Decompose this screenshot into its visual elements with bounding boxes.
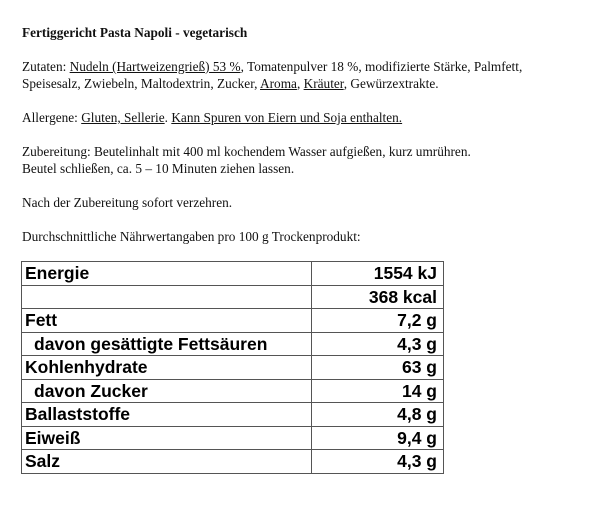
nutrient-label: Eiweiß (22, 426, 312, 450)
nutrient-label: Fett (22, 309, 312, 333)
nutrient-value: 368 kcal (312, 285, 444, 309)
after-prep-note: Nach der Zubereitung sofort verzehren. (22, 195, 233, 210)
ingredients-separator: , (296, 76, 304, 91)
table-row (22, 379, 444, 403)
table-row (22, 262, 444, 286)
allergens-paragraph (22, 109, 582, 126)
table-row (22, 403, 444, 427)
product-title: Fertiggericht Pasta Napoli - vegetarisch (22, 25, 248, 40)
nutrient-label: davon Zucker (22, 379, 312, 403)
allergens-dot: . (164, 110, 172, 125)
ingredient-herbs: Kräuter (303, 76, 344, 91)
ingredients-text-2: Speisesalz, Zwiebeln, Maltodextrin, Zucker, (22, 76, 261, 91)
allergens-trace-note: Kann Spuren von Eiern und Soja enthalten. (171, 110, 403, 125)
allergens-label: Allergene: (22, 110, 82, 125)
nutrition-table (21, 261, 444, 474)
table-row (22, 309, 444, 333)
allergens-list: Gluten, Sellerie (81, 110, 165, 125)
ingredient-pasta: Nudeln (Hartweizengrieß) 53 % (69, 59, 241, 74)
nutrient-label: Kohlenhydrate (22, 356, 312, 380)
nutrient-label: Energie (22, 262, 312, 286)
ingredients-text-1: , Tomatenpulver 18 %, modifizierte Stärke, Palmfett, (240, 59, 523, 74)
nutrient-value: 9,4 g (312, 426, 444, 450)
table-row (22, 450, 444, 474)
table-row (22, 332, 444, 356)
preparation-line-2: Beutel schließen, ca. 5 – 10 Minuten ziehen lassen. (22, 161, 295, 176)
ingredients-label: Zutaten: (22, 59, 70, 74)
nutrient-value: 7,2 g (312, 309, 444, 333)
nutrient-value: 63 g (312, 356, 444, 380)
table-row (22, 285, 444, 309)
nutrient-label: Salz (22, 450, 312, 474)
preparation-line-1: Zubereitung: Beutelinhalt mit 400 ml kochendem Wasser aufgießen, kurz umrühren. (22, 144, 471, 159)
ingredient-aroma: Aroma (260, 76, 297, 91)
nutrient-value: 4,3 g (312, 332, 444, 356)
table-row (22, 426, 444, 450)
preparation-paragraph (22, 143, 582, 177)
table-row (22, 356, 444, 380)
ingredients-text-3: , Gewürzextrakte. (343, 76, 439, 91)
product-info-document (22, 24, 582, 262)
ingredients-paragraph (22, 58, 582, 92)
nutrient-value: 14 g (312, 379, 444, 403)
nutrient-value: 4,8 g (312, 403, 444, 427)
nutrient-label: Ballaststoffe (22, 403, 312, 427)
nutrition-intro: Durchschnittliche Nährwertangaben pro 100 g Trockenprodukt: (22, 229, 361, 244)
nutrient-label: davon gesättigte Fettsäuren (22, 332, 312, 356)
nutrient-value: 4,3 g (312, 450, 444, 474)
nutrient-label (22, 285, 312, 309)
nutrient-value: 1554 kJ (312, 262, 444, 286)
